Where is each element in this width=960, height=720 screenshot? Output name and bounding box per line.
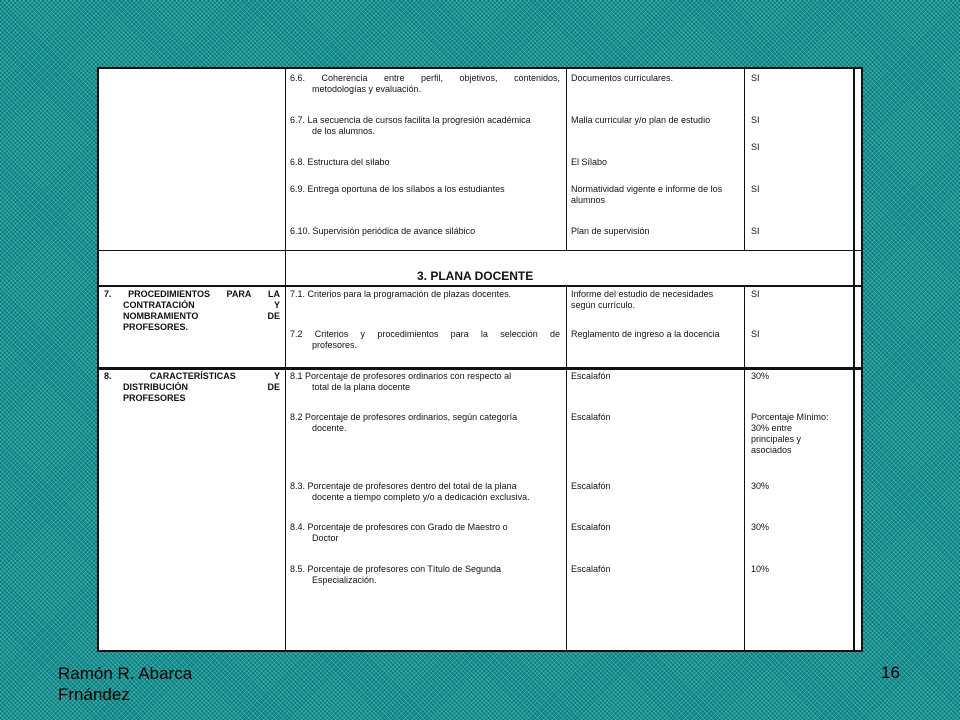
value-text: SI: [751, 329, 760, 339]
source-text: Escalafón: [571, 481, 611, 491]
value-text: SI: [751, 115, 760, 125]
column-divider: [854, 67, 855, 652]
indicator-text: 6.8. Estructura del sílabo: [290, 157, 390, 167]
indicator-text: 7.2 Criterios y procedimientos para la selección de profesores.: [290, 329, 560, 350]
source-text: Documentos curriculares.: [571, 73, 674, 83]
row-divider: [97, 250, 863, 251]
value-text: Porcentaje Mínimo: 30% entre principales y asociados: [751, 412, 829, 455]
source-text: Escalafón: [571, 564, 611, 574]
indicator-text: 8.2 Porcentaje de profesores ordinarios, según categoría docente.: [290, 412, 518, 433]
source-text: Malla curricular y/o plan de estudio: [571, 115, 711, 125]
page-number: 16: [881, 663, 900, 682]
value-text: 30%: [751, 481, 770, 491]
value-text: SI: [751, 226, 760, 236]
indicator-text: 8.5. Porcentaje de profesores con Título de Segunda Especialización.: [290, 564, 501, 585]
section-title: 3. PLANA DOCENTE: [417, 269, 534, 283]
indicator-text: 7.1. Criterios para la programación de plazas docentes.: [290, 289, 512, 299]
indicator-text: 6.7. La secuencia de cursos facilita la progresión académica de los alumnos.: [290, 115, 531, 136]
indicator-text: 6.9. Entrega oportuna de los sílabos a los estudiantes: [290, 184, 505, 194]
value-text: 30%: [751, 371, 770, 381]
document-page: [97, 67, 863, 652]
indicator-text: 8.1 Porcentaje de profesores ordinarios con respecto al total de la plana docente: [290, 371, 512, 392]
row-divider: [97, 285, 863, 287]
column-divider: [566, 67, 567, 250]
column-divider: [853, 67, 854, 652]
value-text: SI: [751, 289, 760, 299]
source-text: Plan de supervisión: [571, 226, 650, 236]
value-text: SI: [751, 142, 760, 152]
value-text: 10%: [751, 564, 770, 574]
indicator-text: 8.3. Porcentaje de profesores dentro del total de la plana docente a tiempo completo y/o a dedicación exclusiva.: [290, 481, 530, 502]
value-text: SI: [751, 73, 760, 83]
source-text: Escalafón: [571, 371, 611, 381]
indicator-text: 6.10. Supervisión periódica de avance silábico: [290, 226, 476, 236]
indicator-text: 6.6. Coherencia entre perfil, objetivos, contenidos, metodologías y evaluación.: [290, 73, 560, 94]
source-text: Escalafón: [571, 522, 611, 532]
row-divider: [97, 369, 863, 370]
source-text: Escalafón: [571, 412, 611, 422]
source-text: Reglamento de ingreso a la docencia: [571, 329, 720, 339]
source-text: Normatividad vigente e informe de los alumnos: [571, 184, 723, 205]
indicator-text: 8.4. Porcentaje de profesores con Grado de Maestro o Doctor: [290, 522, 508, 543]
value-text: 30%: [751, 522, 770, 532]
column-divider: [566, 286, 567, 652]
column-divider: [744, 286, 745, 652]
column-divider: [285, 67, 286, 652]
value-text: SI: [751, 184, 760, 194]
column-divider: [744, 67, 745, 250]
criterion-title: 7. PROCEDIMIENTOS PARA LA CONTRATACIÓN Y NOMBRAMIENTO DE PROFESORES.: [104, 289, 280, 332]
criterion-title: 8. CARACTERÍSTICAS Y DISTRIBUCIÓN DE PROFESORES: [104, 371, 280, 403]
source-text: El Sílabo: [571, 157, 608, 167]
source-text: Informe del estudio de necesidades según currículo.: [571, 289, 714, 310]
author-footer: Ramón R. Abarca Frnández: [58, 664, 193, 704]
